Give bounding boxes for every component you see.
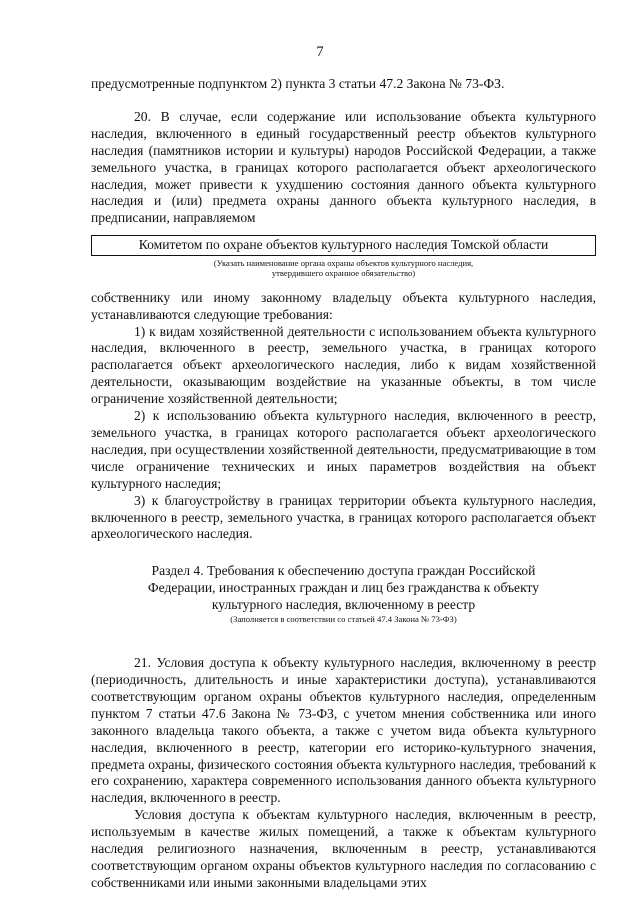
document-body <box>91 76 596 892</box>
authority-name-box: Комитетом по охране объектов культурного наследия Томской области <box>91 235 596 256</box>
paragraph-21: 21. Условия доступа к объекту культурного наследия, включенному в реестр (периодичность, длительность и иные характеристики доступа), устанавливаются соответствующим органом охраны объектов культурного наследия, определенным пунктом 7 статьи 47.6 Закона № 73-ФЗ, с учетом мнения собственника или иного законного владельца такого объекта, а также с учетом вида объекта культурного наследия, включенного в реестр, категории его историко-культурного значения, предмета охраны, физического состояния объекта культурного наследия, требований к его сохранению, характера современного использования данного объекта культурного наследия, включенного в реестр. <box>91 655 596 806</box>
paragraph-20: 20. В случае, если содержание или использование объекта культурного наследия, включенного в единый государственный реестр объектов культурного наследия (памятников истории и культуры) народов Российской Федерации, а также земельного участка, в границах которого располагается объект археологического наследия, может привести к ухудшению состояния данного объекта культурного наследия и (или) предмета охраны данного объекта культурного наследия, в предписании, направляемом <box>91 108 596 226</box>
paragraph-access-conditions: Условия доступа к объектам культурного наследия, включенным в реестр, используемым в качестве жилых помещений, а также к объектам культурного наследия религиозного назначения, включенным в реестр, устанавливаются соответствующим органом охраны объектов культурного наследия по согласованию с собственниками или иными законными владельцами этих <box>91 807 596 890</box>
authority-note-line: утвердившего охранное обязательство) <box>271 268 416 279</box>
section-4-title: Раздел 4. Требования к обеспечению доступа граждан Российской Федерации, иностранных граждан и лиц без гражданства к объекту культурного наследия, включенному в реестр <box>147 563 540 613</box>
authority-note-line: (Указать наименование органа охраны объектов культурного наследия, <box>213 257 474 268</box>
authority-name-note <box>91 258 596 279</box>
paragraph-requirements-intro: собственнику или иному законному владельцу объекта культурного наследия, устанавливаются следующие требования: <box>91 289 596 322</box>
requirement-item-1: 1) к видам хозяйственной деятельности с использованием объекта культурного наследия, включенного в реестр, земельного участка, в границах которого располагается объект археологического наследия, либо к видам хозяйственной деятельности, оказывающим воздействие на указанные объекты, в том числе ограничение хозяйственной деятельности; <box>91 323 596 407</box>
requirement-item-2: 2) к использованию объекта культурного наследия, включенного в реестр, земельного участка, в границах которого располагается объект археологического наследия, при осуществлении хозяйственной деятельности, предусматривающие в том числе ограничение технических и иных параметров воздействия на объект культурного наследия; <box>91 408 596 491</box>
requirement-item-3: 3) к благоустройству в границах территории объекта культурного наследия, включенного в реестр, земельного участка, в границах которого располагается объект археологического наследия. <box>91 492 596 542</box>
page-number: 7 <box>316 44 324 60</box>
paragraph-continuation: предусмотренные подпунктом 2) пункта 3 статьи 47.2 Закона № 73-ФЗ. <box>91 76 505 91</box>
section-4-note: (Заполняется в соответствии со статьей 47.4 Закона № 73-ФЗ) <box>230 614 457 625</box>
